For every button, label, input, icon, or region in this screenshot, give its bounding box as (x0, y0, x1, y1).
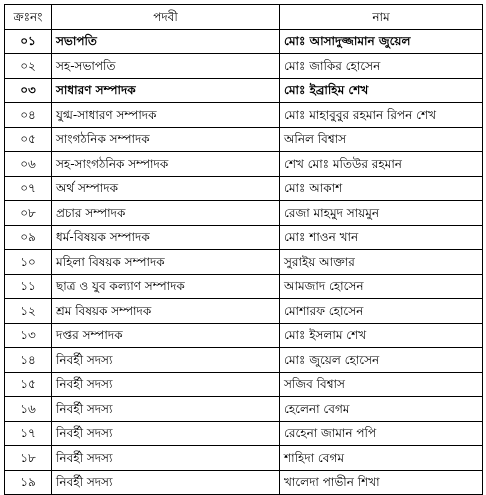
table-row (5, 78, 483, 103)
name-cell: খালেদা পাভীন শিখা (280, 470, 483, 495)
post-cell: নিবর্হী সদস্য (52, 397, 280, 422)
table-row (5, 299, 483, 324)
table-row (5, 250, 483, 275)
serial-cell: ১৪ (5, 348, 52, 373)
table-row (5, 470, 483, 495)
post-cell: ধর্ম-বিষয়ক সম্পাদক (52, 225, 280, 250)
serial-cell: ০৪ (5, 103, 52, 128)
post-cell: সাংগঠনিক সম্পাদক (52, 127, 280, 152)
serial-cell: ০৭ (5, 176, 52, 201)
table-row (5, 372, 483, 397)
name-cell: সজিব বিশ্বাস (280, 372, 483, 397)
name-cell: মোঃ মাহাবুবুর রহমান রিপন শেখ (280, 103, 483, 128)
post-cell: যুগ্ম-সাধারণ সম্পাদক (52, 103, 280, 128)
post-cell: ছাত্র ও যুব কল্যাণ সম্পাদক (52, 274, 280, 299)
serial-cell: ১৭ (5, 421, 52, 446)
serial-cell: ০২ (5, 54, 52, 79)
committee-table-container (4, 4, 483, 495)
post-cell: শ্রম বিষয়ক সম্পাদক (52, 299, 280, 324)
serial-cell: ১৯ (5, 470, 52, 495)
serial-cell: ০৬ (5, 152, 52, 177)
table-row (5, 323, 483, 348)
table-row (5, 54, 483, 79)
name-cell: মোঃ জুয়েল হোসেন (280, 348, 483, 373)
serial-cell: ১০ (5, 250, 52, 275)
post-cell: অর্থ সম্পাদক (52, 176, 280, 201)
serial-cell: ০৮ (5, 201, 52, 226)
name-cell: মোশারফ হোসেন (280, 299, 483, 324)
table-row (5, 29, 483, 54)
table-header-row (5, 5, 483, 30)
name-cell: সুরাইয় আক্তার (280, 250, 483, 275)
serial-cell: ০৩ (5, 78, 52, 103)
post-cell: সহ-সভাপতি (52, 54, 280, 79)
name-cell: রেহেনা জামান পপি (280, 421, 483, 446)
post-cell: নিবর্হী সদস্য (52, 421, 280, 446)
serial-cell: ০৯ (5, 225, 52, 250)
serial-cell: ১৩ (5, 323, 52, 348)
post-cell: নিবর্হী সদস্য (52, 470, 280, 495)
name-cell: হেলেনা বেগম (280, 397, 483, 422)
name-cell: অনিল বিশ্বাস (280, 127, 483, 152)
post-cell: সহ-সাংগঠনিক সম্পাদক (52, 152, 280, 177)
table-row (5, 421, 483, 446)
serial-cell: ১৮ (5, 446, 52, 471)
name-cell: মোঃ ইসলাম শেখ (280, 323, 483, 348)
post-cell: নিবর্হী সদস্য (52, 372, 280, 397)
name-cell: মোঃ জাকির হোসেন (280, 54, 483, 79)
table-row (5, 397, 483, 422)
table-row (5, 446, 483, 471)
table-row (5, 274, 483, 299)
table-row (5, 152, 483, 177)
serial-cell: ০৫ (5, 127, 52, 152)
post-cell: সাধারণ সম্পাদক (52, 78, 280, 103)
table-row (5, 127, 483, 152)
table-row (5, 225, 483, 250)
header-post: পদবী (52, 5, 280, 30)
post-cell: মহিলা বিষয়ক সম্পাদক (52, 250, 280, 275)
name-cell: রেজা মাহমুদ সায়মুন (280, 201, 483, 226)
serial-cell: ১২ (5, 299, 52, 324)
serial-cell: ১৫ (5, 372, 52, 397)
post-cell: দপ্তর সম্পাদক (52, 323, 280, 348)
post-cell: প্রচার সম্পাদক (52, 201, 280, 226)
header-name: নাম (280, 5, 483, 30)
name-cell: মোঃ শাওন খান (280, 225, 483, 250)
header-serial: ক্রঃনং (5, 5, 52, 30)
table-row (5, 201, 483, 226)
post-cell: নিবর্হী সদস্য (52, 348, 280, 373)
name-cell: শাহিদা বেগম (280, 446, 483, 471)
table-body (5, 29, 483, 495)
name-cell: আমজাদ হোসেন (280, 274, 483, 299)
post-cell: সভাপতি (52, 29, 280, 54)
name-cell: মোঃ ইব্রাহিম শেখ (280, 78, 483, 103)
name-cell: মোঃ আকাশ (280, 176, 483, 201)
post-cell: নিবর্হী সদস্য (52, 446, 280, 471)
serial-cell: ১৬ (5, 397, 52, 422)
name-cell: মোঃ আসাদুজ্জামান জুয়েল (280, 29, 483, 54)
serial-cell: ০১ (5, 29, 52, 54)
table-row (5, 176, 483, 201)
table-row (5, 348, 483, 373)
table-row (5, 103, 483, 128)
committee-table (4, 4, 483, 495)
serial-cell: ১১ (5, 274, 52, 299)
name-cell: শেখ মোঃ মতিউর রহমান (280, 152, 483, 177)
